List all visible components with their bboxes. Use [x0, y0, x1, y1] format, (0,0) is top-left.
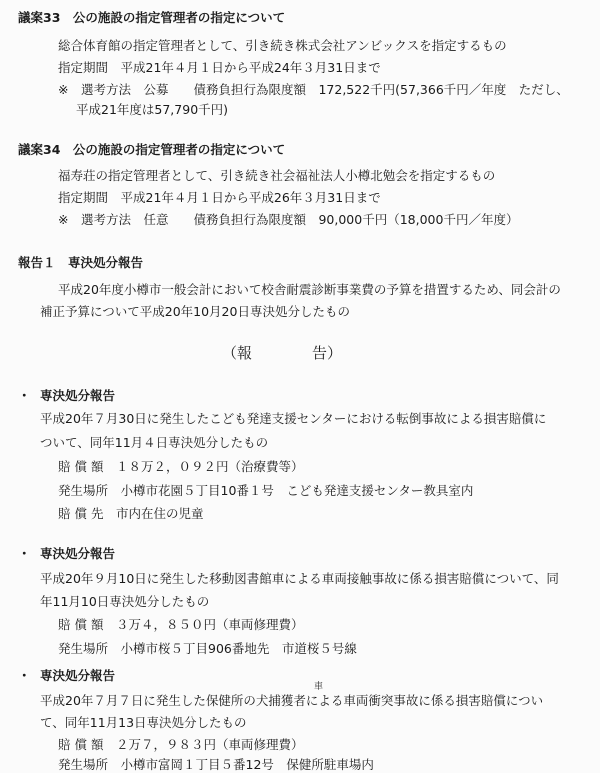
subreport-3-line-1: 平成20年７月７日に発生した保健所の犬捕獲者による車両衝突事故に係る損害賠償につい — [40, 693, 544, 708]
subreport-1-heading: 専決処分報告 — [40, 388, 116, 403]
subreport-2-heading: 専決処分報告 — [40, 546, 116, 561]
subreport-2-line-1: 平成20年９月10日に発生した移動図書館車による車両接触事故に係る損害賠償について、同 — [40, 571, 559, 586]
handwritten-correction: 車 — [314, 682, 324, 692]
subreport-3-line-3: 賠 償 額 ２万７，９８３円（車両修理費） — [58, 737, 304, 752]
subreport-1-line-4: 発生場所 小樽市花園５丁目10番１号 こども発達支援センター教具室内 — [58, 483, 474, 498]
subreport-3-line-4: 発生場所 小樽市富岡１丁目５番12号 保健所駐車場内 — [58, 757, 374, 772]
subreport-2-line-3: 賠 償 額 ３万４，８５０円（車両修理費） — [58, 617, 304, 632]
item-34-line-3: ※ 選考方法 任意 債務負担行為限度額 90,000千円（18,000千円／年度） — [58, 212, 519, 227]
subreport-3-heading: 専決処分報告 — [40, 668, 116, 683]
subreport-2-line-4: 発生場所 小樽市桜５丁目906番地先 市道桜５号線 — [58, 641, 357, 656]
item-33-line-1: 総合体育館の指定管理者として、引き続き株式会社アンビックスを指定するもの — [58, 38, 507, 53]
bullet-3: ・ — [18, 668, 31, 683]
subreport-1-line-1: 平成20年７月30日に発生したこども発達支援センターにおける転倒事故による損害賠償に — [40, 411, 547, 426]
item-33-line-2: 指定期間 平成21年４月１日から平成24年３月31日まで — [58, 60, 381, 75]
subreport-1-line-3: 賠 償 額 １８万２，０９２円（治療費等） — [58, 459, 304, 474]
bullet-2: ・ — [18, 546, 31, 561]
bullet-1: ・ — [18, 388, 31, 403]
section-title: （報 告） — [222, 344, 343, 362]
report-1-line-1: 平成20年度小樽市一般会計において校舎耐震診断事業費の予算を措置するため、同会計の — [58, 282, 561, 297]
item-34-line-1: 福寿荘の指定管理者として、引き続き社会福祉法人小樽北勉会を指定するもの — [58, 168, 496, 183]
item-33-heading: 議案33 公の施設の指定管理者の指定について — [18, 10, 286, 25]
item-34-heading: 議案34 公の施設の指定管理者の指定について — [18, 142, 286, 157]
subreport-2-line-2: 年11月10日専決処分したもの — [40, 594, 210, 609]
item-34-line-2: 指定期間 平成21年４月１日から平成26年３月31日まで — [58, 190, 381, 205]
item-33-line-4: 平成21年度は57,790千円) — [76, 102, 229, 117]
subreport-1-line-5: 賠 償 先 市内在住の児童 — [58, 506, 204, 521]
report-1-line-2: 補正予算について平成20年10月20日専決処分したもの — [40, 304, 350, 319]
item-33-line-3: ※ 選考方法 公募 債務負担行為限度額 172,522千円(57,366千円／年度 ただし、 — [58, 82, 569, 97]
subreport-1-line-2: ついて、同年11月４日専決処分したもの — [40, 435, 269, 450]
subreport-3-line-2: て、同年11月13日専決処分したもの — [40, 715, 247, 730]
report-1-heading: 報告１ 専決処分報告 — [18, 255, 144, 270]
